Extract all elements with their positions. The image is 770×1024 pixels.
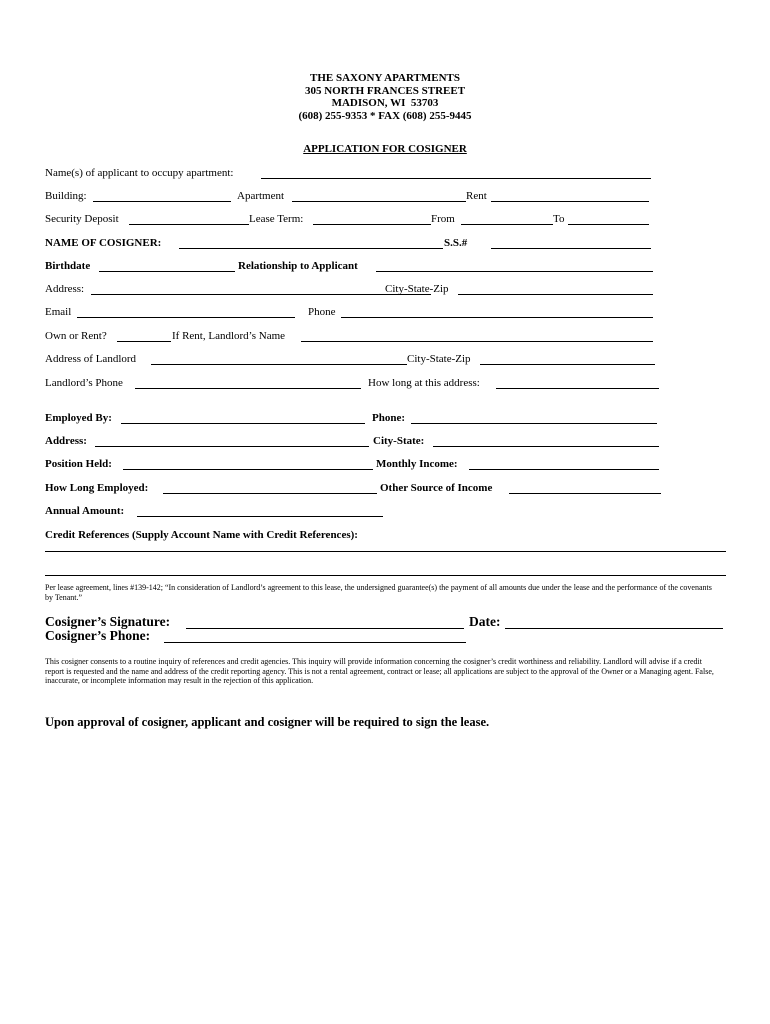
ss-field[interactable] bbox=[491, 248, 651, 249]
security-deposit-field[interactable] bbox=[129, 224, 249, 225]
credit-references-label: Credit References (Supply Account Name with Credit References): bbox=[45, 529, 358, 541]
annual-amount-field[interactable] bbox=[137, 516, 383, 517]
applicant-names-row bbox=[45, 166, 725, 180]
cosigner-phone-field[interactable] bbox=[164, 642, 466, 643]
relationship-label: Relationship to Applicant bbox=[238, 260, 358, 272]
employer-row bbox=[45, 411, 725, 425]
rent-label: Rent bbox=[466, 190, 487, 202]
how-long-employed-label: How Long Employed: bbox=[45, 482, 149, 494]
city-state-zip-label: City-State-Zip bbox=[385, 283, 449, 295]
email-label: Email bbox=[45, 306, 72, 318]
approval-notice: Upon approval of cosigner, applicant and cosigner will be required to sign the lease. bbox=[45, 715, 490, 729]
landlord-name-label: If Rent, Landlord’s Name bbox=[172, 330, 286, 342]
email-row bbox=[45, 305, 725, 319]
building-label: Building: bbox=[45, 190, 87, 202]
rent-field[interactable] bbox=[491, 201, 649, 202]
address-label: Address: bbox=[45, 283, 85, 295]
landlord-city-state-zip-field[interactable] bbox=[480, 364, 655, 365]
company-name: THE SAXONY APARTMENTS bbox=[310, 72, 460, 84]
landlord-city-state-zip-label: City-State-Zip bbox=[407, 353, 471, 365]
landlord-address-label: Address of Landlord bbox=[45, 353, 137, 365]
building-row bbox=[45, 189, 725, 203]
from-label: From bbox=[431, 213, 455, 225]
other-income-field[interactable] bbox=[509, 493, 661, 494]
credit-references-row bbox=[45, 528, 725, 542]
landlord-address-field[interactable] bbox=[151, 364, 407, 365]
date-label: Date: bbox=[469, 614, 501, 629]
landlord-phone-label: Landlord’s Phone bbox=[45, 377, 123, 389]
address-field[interactable] bbox=[91, 294, 431, 295]
apartment-label: Apartment bbox=[237, 190, 285, 202]
lease-terms-row bbox=[45, 212, 725, 226]
credit-reference-line-1[interactable] bbox=[45, 551, 726, 552]
cosigner-signature-label: Cosigner’s Signature: bbox=[45, 614, 171, 629]
cosigner-phone-label: Cosigner’s Phone: bbox=[45, 628, 151, 643]
employer-city-state-label: City-State: bbox=[373, 435, 425, 447]
employer-address-row bbox=[45, 434, 725, 448]
birthdate-row bbox=[45, 259, 725, 273]
phone-fax: (608) 255-9353 * FAX (608) 255-9445 bbox=[298, 109, 472, 122]
city-state-zip-field[interactable] bbox=[458, 294, 653, 295]
employer-phone-field[interactable] bbox=[411, 423, 657, 424]
birthdate-label: Birthdate bbox=[45, 260, 91, 272]
landlord-address-row bbox=[45, 352, 725, 366]
how-long-address-field[interactable] bbox=[496, 388, 659, 389]
lease-agreement-note: Per lease agreement, lines #139-142; “In consideration of Landlord’s agreement to this lease, the undersigned guarantee(s) the payment of all amounts due under the lease and the performance of the covenants by Tenant.” bbox=[45, 583, 712, 602]
own-or-rent-row bbox=[45, 329, 725, 343]
apartment-field[interactable] bbox=[292, 201, 466, 202]
landlord-phone-row bbox=[45, 376, 725, 390]
employer-address-field[interactable] bbox=[95, 446, 369, 447]
street-address: 305 NORTH FRANCES STREET bbox=[304, 84, 466, 97]
consent-text: This cosigner consents to a routine inquiry of references and credit agencies. This inquiry will provide information concerning the cosigner’s credit worthiness and reliability. Landlord will advise if a credit report is requested and the name and address of the credit reporting agency. This is not a rental agreement, contract or lease; all applications are subject to the approval of the Owner or a Managing agent. False, inaccurate, or incomplete information may result in the rejection of this application. bbox=[45, 657, 714, 685]
other-income-label: Other Source of Income bbox=[380, 482, 493, 494]
monthly-income-field[interactable] bbox=[469, 469, 659, 470]
monthly-income-label: Monthly Income: bbox=[376, 458, 458, 470]
ss-label: S.S.# bbox=[444, 237, 468, 249]
position-held-label: Position Held: bbox=[45, 458, 112, 470]
phone-field[interactable] bbox=[341, 317, 653, 318]
birthdate-field[interactable] bbox=[99, 271, 235, 272]
how-long-employed-field[interactable] bbox=[163, 493, 377, 494]
building-field[interactable] bbox=[93, 201, 231, 202]
to-label: To bbox=[553, 213, 565, 225]
position-held-field[interactable] bbox=[123, 469, 373, 470]
cosigner-name-row bbox=[45, 236, 725, 250]
relationship-field[interactable] bbox=[376, 271, 653, 272]
lease-term-label: Lease Term: bbox=[249, 213, 304, 225]
to-field[interactable] bbox=[568, 224, 649, 225]
lease-term-field[interactable] bbox=[313, 224, 431, 225]
position-row bbox=[45, 457, 725, 471]
letterhead bbox=[0, 72, 770, 122]
cosigner-name-label: NAME OF COSIGNER: bbox=[45, 237, 162, 249]
own-or-rent-label: Own or Rent? bbox=[45, 330, 107, 342]
email-field[interactable] bbox=[77, 317, 295, 318]
city-state-zip: MADISON, WI 53703 bbox=[331, 97, 439, 109]
applicant-names-label: Name(s) of applicant to occupy apartment: bbox=[45, 167, 234, 179]
cosigner-name-field[interactable] bbox=[179, 248, 443, 249]
security-deposit-label: Security Deposit bbox=[45, 213, 119, 225]
phone-label: Phone bbox=[308, 306, 336, 318]
credit-reference-line-2[interactable] bbox=[45, 575, 726, 576]
cosigner-phone-row bbox=[45, 628, 725, 644]
employer-phone-label: Phone: bbox=[372, 412, 405, 424]
applicant-names-field[interactable] bbox=[261, 178, 651, 179]
employed-by-label: Employed By: bbox=[45, 412, 112, 424]
how-long-address-label: How long at this address: bbox=[368, 377, 480, 389]
cosigner-address-row bbox=[45, 282, 725, 296]
employed-by-field[interactable] bbox=[121, 423, 365, 424]
page-title: APPLICATION FOR COSIGNER bbox=[303, 143, 467, 155]
annual-amount-label: Annual Amount: bbox=[45, 505, 125, 517]
own-or-rent-field[interactable] bbox=[117, 341, 171, 342]
employment-length-row bbox=[45, 481, 725, 495]
annual-amount-row bbox=[45, 504, 725, 518]
employer-address-label: Address: bbox=[45, 435, 87, 447]
employer-city-state-field[interactable] bbox=[433, 446, 659, 447]
landlord-name-field[interactable] bbox=[301, 341, 653, 342]
landlord-phone-field[interactable] bbox=[135, 388, 361, 389]
from-field[interactable] bbox=[461, 224, 553, 225]
